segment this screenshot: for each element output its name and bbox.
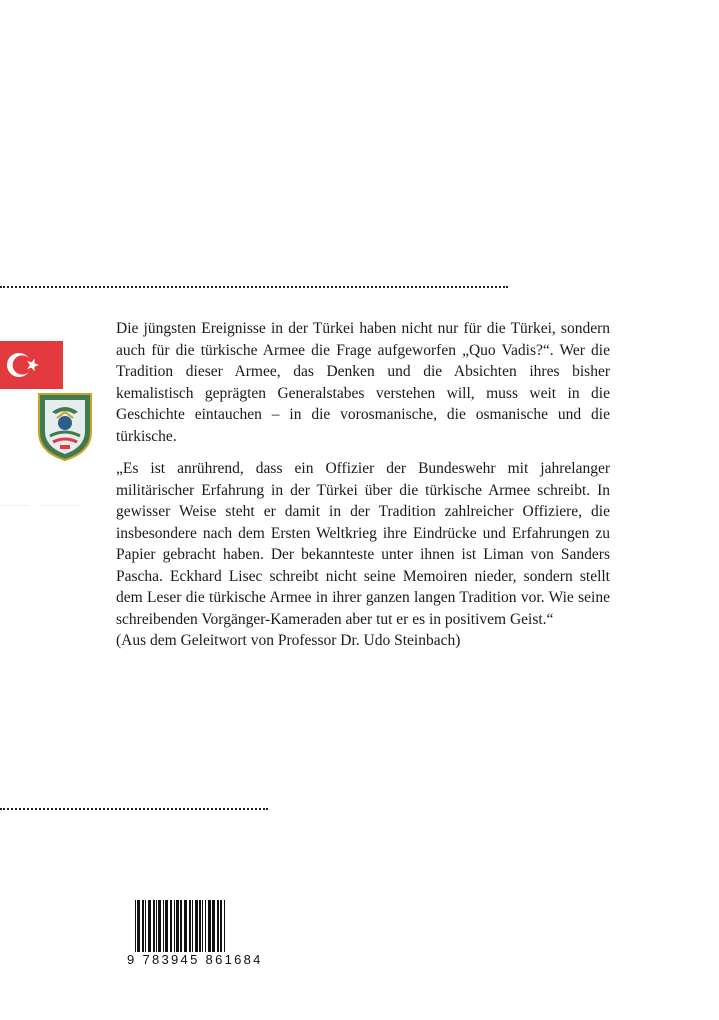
quote-source: (Aus dem Geleitwort von Professor Dr. Udo Steinbach) [116,632,461,649]
bottom-dotted-rule [0,808,268,810]
top-dotted-rule [0,286,508,288]
barcode-bar [145,900,146,956]
barcode-bar [195,900,198,956]
barcode-bar [202,900,203,956]
barcode-bar [148,900,151,956]
barcode-bar [220,900,222,956]
barcode-bar [165,900,168,956]
barcode-digits: 9 783945 861684 [127,952,279,968]
barcode-bar [158,900,161,956]
barcode-bar [189,900,191,956]
barcode-bar [153,900,155,956]
barcode-bar [180,900,182,956]
barcode-bar [199,900,201,956]
barcode-bar [163,900,164,956]
barcode-bar [170,900,172,956]
faint-divider [40,505,80,506]
barcode-bar [212,900,215,956]
barcode-bar [176,900,179,956]
barcode-bar [205,900,206,956]
barcode-bar [135,900,136,956]
barcode-bar [217,900,219,956]
faint-divider [0,505,30,506]
barcode-bar [137,900,140,956]
barcode-bar [192,900,193,956]
intro-paragraph: Die jüngsten Ereignisse in der Türkei haben nicht nur für die Türkei, sondern auch für die türkische Armee die Frage aufgeworfen „Quo Vadis?“. Wer die Tradition dieser Armee, das Denken und die Absichten ihres bisher kemalistisch geprägten Generalstabes verstehen will, muss weit in die Geschichte eintauchen – in die vorosmanische, die osmanische und die türkische. [116,320,610,445]
barcode-bar [224,900,225,956]
barcode-bar [156,900,157,956]
turkish-flag-icon [0,341,63,389]
barcode-bar [208,900,211,956]
barcode-bar [142,900,144,956]
military-emblem-icon [36,392,94,462]
quote-paragraph: „Es ist anrührend, dass ein Offizier der Bundeswehr mit jahrelanger militärischer Erfahrung in der Türkei über die türkische Armee schreibt. In gewisser Weise steht er damit in der Tradition zahlreicher Offiziere, die insbesondere nach dem Ersten Weltkrieg ihre Eindrücke und Erfahrungen zu Papier gebracht haben. Der bekannteste unter ihnen ist Liman von Sanders Pascha. Eckhard Lisec schreibt nicht seine Memoiren nieder, sondern stellt dem Leser die türkische Armee in ihrer ganzen langen Tradition vor. Wie seine schreibenden Vorgänger-Kameraden aber tut er es in positivem Geist.“ [116,460,610,628]
barcode-bar [174,900,175,956]
barcode-bar [184,900,187,956]
